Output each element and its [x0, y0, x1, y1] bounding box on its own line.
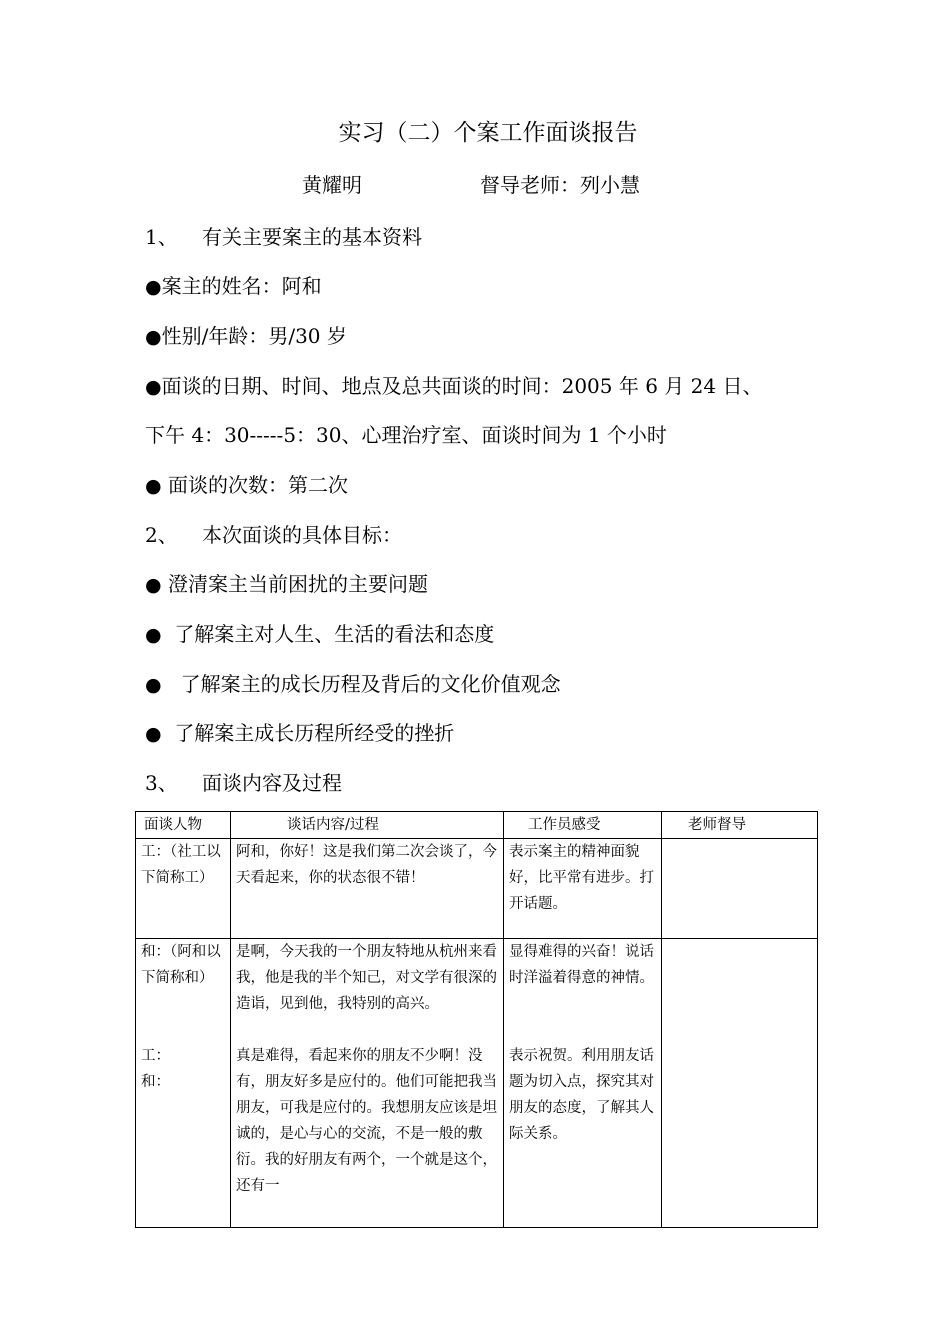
client-name-item — [145, 273, 322, 300]
section3-heading — [145, 770, 342, 796]
goal-item — [145, 671, 561, 698]
gender-age-item — [145, 323, 347, 350]
table-header-row — [136, 812, 818, 839]
speaker-text: 和： — [141, 1074, 170, 1090]
goal-text: 了解案主对人生、生活的看法和态度 — [174, 622, 495, 646]
header-speaker: 面谈人物 — [136, 812, 231, 839]
bullet-icon: ● — [145, 624, 162, 646]
section1-title: 有关主要案主的基本资料 — [202, 225, 422, 249]
feeling-text: 表示案主的精神面貌好，比平常有进步。打开话题。 — [509, 844, 654, 912]
table-row — [136, 939, 818, 1228]
supervisor-name: 督导老师：列小慧 — [480, 173, 640, 197]
content-text: 真是难得，看起来你的朋友不少啊！没有，朋友好多是应付的。他们可能把我当朋友，可我是应付的。我想朋友应该是坦诚的，是心与心的交流，不是一般的敷衍。我的好朋友有两个，一个就是这个，还有一 — [236, 1048, 497, 1194]
bullet-icon: ● — [145, 326, 162, 348]
speaker-cell — [136, 839, 231, 939]
speaker-cell — [136, 939, 231, 1228]
table-row — [136, 839, 818, 939]
goal-item — [145, 720, 454, 747]
section3-number: 3、 — [145, 771, 178, 795]
goal-text: 了解案主成长历程所经受的挫折 — [174, 721, 455, 745]
section3-title: 面谈内容及过程 — [202, 771, 342, 795]
goal-text: 澄清案主当前困扰的主要问题 — [167, 572, 428, 596]
teacher-cell — [662, 939, 818, 1228]
author-name: 黄耀明 — [302, 173, 362, 197]
section2-number: 2、 — [145, 523, 178, 547]
bullet-icon: ● — [145, 674, 162, 696]
teacher-cell — [662, 839, 818, 939]
gender-age-text: 性别/年龄：男/30 岁 — [161, 324, 347, 348]
content-cell — [231, 839, 504, 939]
content-text: 是啊，今天我的一个朋友特地从杭州来看我，他是我的半个知己，对文学有很深的造诣，见到他，我特别的高兴。 — [236, 944, 497, 1012]
interview-table — [135, 811, 818, 1228]
goal-text: 了解案主的成长历程及背后的文化价值观念 — [180, 672, 561, 696]
report-title: 实习（二）个案工作面谈报告 — [338, 120, 638, 146]
goal-item — [145, 621, 494, 648]
bullet-icon: ● — [145, 376, 162, 398]
section1-heading — [145, 224, 422, 250]
bullet-icon: ● — [145, 276, 162, 298]
client-name-text: 案主的姓名：阿和 — [161, 274, 322, 298]
feeling-text: 表示祝贺。利用朋友话题为切入点，探究其对朋友的态度，了解其人际关系。 — [509, 1048, 654, 1142]
bullet-icon: ● — [145, 574, 162, 596]
goal-item — [145, 571, 428, 598]
speaker-text: 和：（阿和以下简称和） — [141, 944, 221, 986]
section2-title: 本次面谈的具体目标： — [202, 523, 402, 547]
speaker-text: 工：（社工以下简称工） — [141, 844, 221, 886]
interview-count-item — [145, 472, 348, 499]
speaker-text: 工： — [141, 1048, 170, 1064]
feeling-cell — [504, 939, 662, 1228]
content-text: 阿和，你好！这是我们第二次会谈了，今天看起来，你的状态很不错！ — [236, 844, 497, 886]
header-teacher-supervision: 老师督导 — [662, 812, 818, 839]
section2-heading — [145, 522, 402, 548]
interview-datetime-continuation: 下午 4：30-----5：30、心理治疗室、面谈时间为 1 个小时 — [145, 423, 667, 447]
bullet-icon: ● — [145, 723, 162, 745]
feeling-cell — [504, 839, 662, 939]
bullet-icon: ● — [145, 475, 162, 497]
interview-count-text: 面谈的次数：第二次 — [167, 473, 348, 497]
content-cell — [231, 939, 504, 1228]
header-worker-feeling: 工作员感受 — [504, 812, 662, 839]
feeling-text: 显得难得的兴奋！说话时洋溢着得意的神情。 — [509, 944, 654, 986]
header-content: 谈话内容/过程 — [231, 812, 504, 839]
interview-datetime-text: 面谈的日期、时间、地点及总共面谈的时间：2005 年 6 月 24 日、 — [161, 374, 763, 398]
section1-number: 1、 — [145, 225, 178, 249]
interview-datetime-item — [145, 373, 762, 400]
